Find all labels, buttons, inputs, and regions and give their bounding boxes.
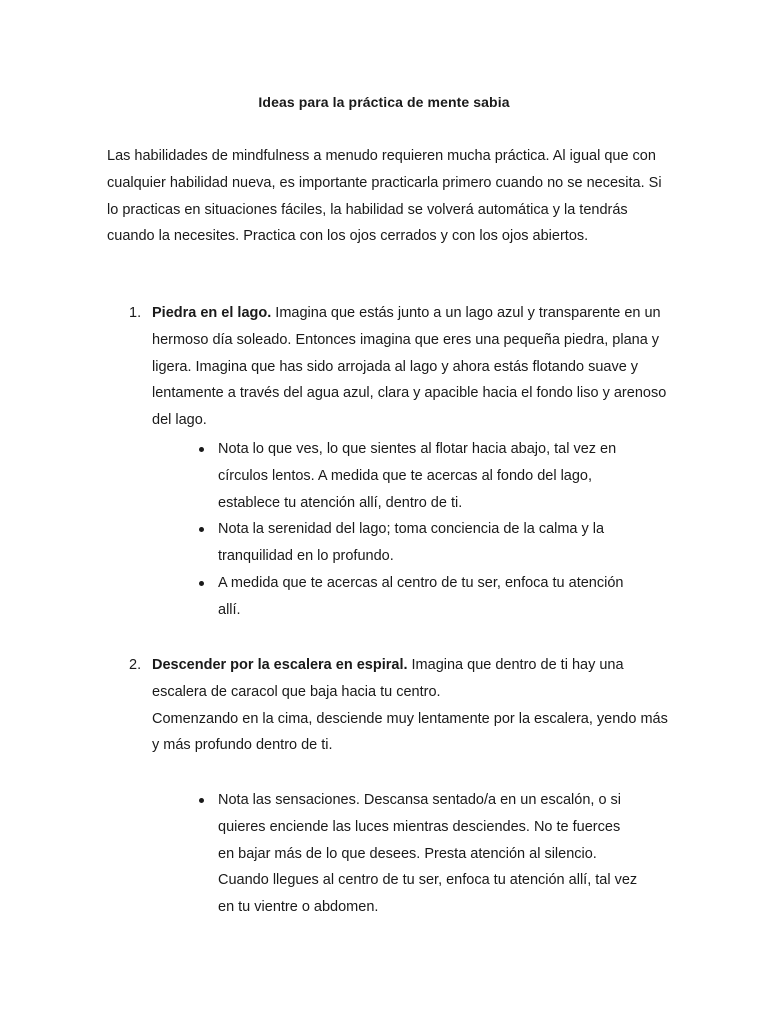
list-item bbox=[190, 787, 640, 921]
bullet-icon bbox=[199, 447, 204, 452]
bullet-icon bbox=[199, 581, 204, 586]
bullet-icon bbox=[199, 527, 204, 532]
list-item bbox=[190, 516, 640, 570]
bullet-text: Nota la serenidad del lago; toma conciencia de la calma y la tranquilidad en lo profundo. bbox=[218, 521, 605, 565]
item-text-continued: Comenzando en la cima, desciende muy lentamente por la escalera, yendo más y más profundo dentro de ti. bbox=[152, 710, 668, 754]
document-title: Ideas para la práctica de mente sabia bbox=[258, 94, 510, 110]
list-item bbox=[190, 436, 640, 516]
item-number: 2. bbox=[129, 657, 142, 673]
item-text: Imagina que estás junto a un lago azul y transparente en un hermoso día soleado. Entonces imagina que eres una pequeña piedra, plana y ligera. Imagina que has sido arrojada al lago y ahora estás flotando suave y lentamente a través del agua azul, clara y apacible hacia el fondo liso y arenoso del lago. bbox=[152, 305, 667, 429]
item-body bbox=[152, 652, 670, 759]
intro-paragraph: Las habilidades de mindfulness a menudo requieren mucha práctica. Al igual que con cualquier habilidad nueva, es importante practicarla primero cuando no se necesita. Si lo practicas en situaciones fáciles, la habilidad se volverá automática y la tendrás cuando la necesites. Practica con los ojos cerrados y con los ojos abiertos. bbox=[107, 148, 662, 245]
bullet-list-1 bbox=[190, 436, 640, 624]
item-text: Imagina que dentro de ti hay una escalera de caracol que baja hacia tu centro. bbox=[152, 657, 624, 700]
item-number: 1. bbox=[129, 305, 142, 321]
bullet-text: Nota las sensaciones. Descansa sentado/a en un escalón, o si quieres enciende las luces mientras desciendes. No te fuerces en bajar más de lo que desees. Presta atención al silencio. Cuando llegues al centro de tu ser, enfoca tu atención allí, tal vez en tu vientre o abdomen. bbox=[218, 792, 638, 916]
bullet-text: Nota lo que ves, lo que sientes al flotar hacia abajo, tal vez en círculos lentos. A medida que te acercas al fondo del lago, establece tu atención allí, dentro de ti. bbox=[218, 441, 617, 511]
list-item bbox=[190, 570, 640, 624]
bullet-icon bbox=[199, 798, 204, 803]
bullet-list-2 bbox=[190, 787, 640, 921]
item-heading: Descender por la escalera en espiral. bbox=[152, 657, 408, 673]
item-heading: Piedra en el lago. bbox=[152, 305, 272, 321]
item-body bbox=[152, 300, 670, 434]
bullet-text: A medida que te acercas al centro de tu ser, enfoca tu atención allí. bbox=[218, 574, 624, 618]
